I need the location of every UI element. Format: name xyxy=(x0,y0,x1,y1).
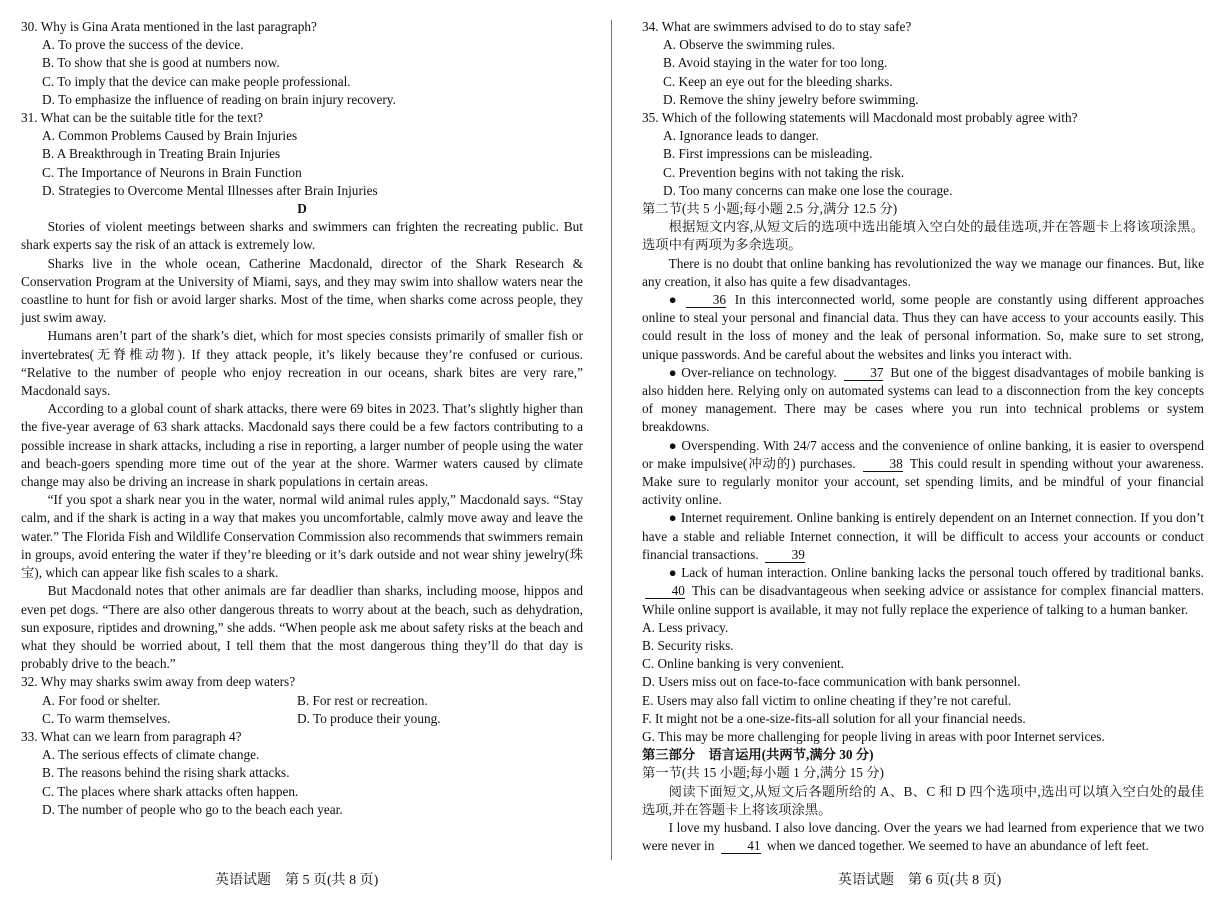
paragraph-37-text: But one of the biggest disadvantages of mobile banking is also hidden here. Relying only on automated systems can lead to a disconnection from the key concepts of money management. There may be cases where you run into technical problems or system breakdowns. xyxy=(642,364,1204,435)
q32-options-row-1 xyxy=(42,692,583,710)
q32-option-d: D. To produce their young. xyxy=(297,710,441,726)
paragraph-38 xyxy=(642,437,1204,510)
section-2-instruction: 根据短文内容,从短文后的选项中选出能填入空白处的最佳选项,并在答题卡上将该项涂黑。选项中有两项为多余选项。 xyxy=(642,219,1204,253)
q31-option-b: B. A Breakthrough in Treating Brain Injuries xyxy=(42,146,281,162)
choice-c: C. Online banking is very convenient. xyxy=(642,656,844,672)
bullet-icon: ● xyxy=(668,437,678,453)
section-1-heading: 第一节(共 15 小题;每小题 1 分,满分 15 分) xyxy=(642,765,884,781)
bullet-icon: ● xyxy=(668,565,678,581)
cloze-text-before: I love my husband. I also love dancing. Over the years we had learned from experience that we two were never in xyxy=(642,819,1204,854)
section-2-heading: 第二节(共 5 小题;每小题 2.5 分,满分 12.5 分) xyxy=(642,201,898,217)
section-1-instruction: 阅读下面短文,从短文后各题所给的 A、B、C 和 D 四个选项中,选出可以填入空白处的最佳选项,并在答题卡上将该项涂黑。 xyxy=(642,783,1204,817)
paragraph-39 xyxy=(642,509,1204,564)
blank-39: 39 xyxy=(765,547,805,563)
passage-paragraph-3: Humans aren’t part of the shark’s diet, which for most species consists primarily of smaller fish or invertebrates(无脊椎动物). If they attack people, it’s likely because they’re confused or curious. “Relative to the number of people who enjoy recreation in our oceans, shark bites are very rare,” Macdonald says. xyxy=(21,328,583,399)
paragraph-36-text: In this interconnected world, some people are constantly using different approaches online to steal your personal and financial data. Thus they can have access to your accounts easily. This could result in the loss of money and the leak of personal information. So, make sure to set strong, unique passwords. And be careful about the websites and links you interact with. xyxy=(642,292,1204,362)
choice-g: G. This may be more challenging for people living in areas with poor Internet services. xyxy=(642,728,1105,744)
left-column xyxy=(21,18,583,819)
column-divider xyxy=(611,20,612,860)
question-34-stem: 34. What are swimmers advised to do to stay safe? xyxy=(642,19,912,34)
bullet-icon: ● xyxy=(668,364,678,380)
passage-paragraph-6: But Macdonald notes that other animals are far deadlier than sharks, including moose, hippos and even pet dogs. “There are also other dangerous threats to worry about at the beach, such as dehydration, sun exposure, riptides and drowning,” she adds. “When people ask me about safety risks at the beach and what they should be worried about, I tell them that the most dangerous thing they’ll do that day is probably drive to the beach.” xyxy=(21,583,583,672)
q30-option-d: D. To emphasize the influence of reading on brain injury recovery. xyxy=(42,91,396,107)
q34-option-d: D. Remove the shiny jewelry before swimming. xyxy=(663,91,919,107)
q34-option-b: B. Avoid staying in the water for too long. xyxy=(663,55,888,71)
q30-option-c: C. To imply that the device can make people professional. xyxy=(42,73,351,89)
paragraph-38-text: This could result in spending without your awareness. Make sure to regularly monitor your account, set spending limits, and be mindful of your financial activity online. xyxy=(642,455,1205,508)
bullet-icon: ● xyxy=(668,510,677,526)
choice-a: A. Less privacy. xyxy=(642,619,729,635)
q31-option-c: C. The Importance of Neurons in Brain Function xyxy=(42,164,302,180)
right-column xyxy=(642,18,1204,855)
question-32-stem: 32. Why may sharks swim away from deep waters? xyxy=(21,674,296,690)
blank-38: 38 xyxy=(863,456,903,472)
part-3-heading: 第三部分 语言运用(共两节,满分 30 分) xyxy=(642,747,874,763)
q34-option-a: A. Observe the swimming rules. xyxy=(663,37,836,53)
q33-option-a: A. The serious effects of climate change. xyxy=(42,747,260,763)
passage-intro: There is no doubt that online banking has revolutionized the way we manage our finances. But, like any creation, it also has quite a few disadvantages. xyxy=(642,255,1204,289)
paragraph-37 xyxy=(642,364,1204,437)
q35-option-b: B. First impressions can be misleading. xyxy=(663,146,873,162)
q33-option-c: C. The places where shark attacks often happen. xyxy=(42,783,299,799)
q35-option-c: C. Prevention begins with not taking the risk. xyxy=(663,164,905,180)
paragraph-40 xyxy=(642,564,1204,619)
paragraph-36 xyxy=(642,291,1204,364)
choice-e: E. Users may also fall victim to online cheating if they’re not careful. xyxy=(642,692,1012,708)
q30-option-b: B. To show that she is good at numbers now. xyxy=(42,55,280,71)
paragraph-37-lead: Over-reliance on technology. xyxy=(681,364,837,380)
q33-option-d: D. The number of people who go to the beach each year. xyxy=(42,801,343,817)
choice-d: D. Users miss out on face-to-face communication with bank personnel. xyxy=(642,674,1021,690)
page-footer-left: 英语试题 第 5 页(共 8 页) xyxy=(215,873,379,888)
passage-d-heading: D xyxy=(297,201,307,217)
bullet-icon: ● xyxy=(668,292,680,308)
q31-option-d: D. Strategies to Overcome Mental Illnesses after Brain Injuries xyxy=(42,182,378,198)
blank-40: 40 xyxy=(645,583,685,599)
q30-option-a: A. To prove the success of the device. xyxy=(42,37,244,53)
q34-option-c: C. Keep an eye out for the bleeding sharks. xyxy=(663,73,893,89)
q32-option-b: B. For rest or recreation. xyxy=(297,692,428,708)
q32-options-row-2 xyxy=(42,710,583,728)
passage-paragraph-2: Sharks live in the whole ocean, Catherine Macdonald, director of the Shark Research & Conservation Program at the University of Miami, says, and they may swim into shallow waters near the coastline to hunt for fish or avoid larger sharks. Most of the time, when sharks come across people, they just swim away. xyxy=(21,255,583,326)
cloze-paragraph xyxy=(642,819,1204,855)
q32-option-c: C. To warm themselves. xyxy=(42,710,171,726)
paragraph-38-lead: Overspending. With 24/7 access and the convenience of online banking, it is easier to overspend or make impulsive(冲动的) purchases. xyxy=(642,437,1204,471)
q35-option-a: A. Ignorance leads to danger. xyxy=(663,128,819,144)
q33-option-b: B. The reasons behind the rising shark attacks. xyxy=(42,765,290,781)
q31-option-a: A. Common Problems Caused by Brain Injuries xyxy=(42,128,298,144)
q35-option-d: D. Too many concerns can make one lose the courage. xyxy=(663,182,953,198)
question-33-stem: 33. What can we learn from paragraph 4? xyxy=(21,728,242,744)
question-30-stem: 30. Why is Gina Arata mentioned in the last paragraph? xyxy=(21,19,317,34)
paragraph-40-text: This can be disadvantageous when seeking advice or assistance for complex financial matters. While online support is available, it may not fully replace the experience of talking to a human banker. xyxy=(642,583,1204,617)
passage-paragraph-5: “If you spot a shark near you in the water, normal wild animal rules apply,” Macdonald says. “Stay calm, and if the shark is acting in a way that makes you uncomfortable, calmly move away and leave the water.” The Florida Fish and Wildlife Conservation Commission also recommends that swimmers remain in groups, avoid entering the water if they’re bleeding or it’s dark outside and not wear shiny jewelry(珠宝), which can appear like fish scales to a shark. xyxy=(21,492,583,581)
choice-b: B. Security risks. xyxy=(642,637,734,653)
q32-option-a: A. For food or shelter. xyxy=(42,692,161,708)
passage-paragraph-1: Stories of violent meetings between sharks and swimmers can frighten the recreating public. But shark experts say the risk of an attack is extremely low. xyxy=(21,219,583,253)
page-footer-right: 英语试题 第 6 页(共 8 页) xyxy=(838,873,1002,888)
blank-36: 36 xyxy=(686,292,726,308)
cloze-text-after: when we danced together. We seemed to have an abundance of left feet. xyxy=(766,838,1149,854)
choice-f: F. It might not be a one-size-fits-all solution for all your financial needs. xyxy=(642,710,1026,726)
passage-paragraph-4: According to a global count of shark attacks, there were 69 bites in 2023. That’s slightly higher than the five-year average of 63 shark attacks. Macdonald says there could be a few factors contributing to a possible increase in shark attacks, including a rise in reporting, a larger number of people using the water and beach-goers spending more time out of the year at the shore. Warmer waters caused by climate change may also be driving an increase in shark populations in certain areas. xyxy=(21,401,583,490)
blank-37: 37 xyxy=(844,365,884,381)
question-35-stem: 35. Which of the following statements will Macdonald most probably agree with? xyxy=(642,110,1078,126)
paragraph-40-lead: Lack of human interaction. Online banking lacks the personal touch offered by traditional banks. xyxy=(681,565,1204,581)
blank-41: 41 xyxy=(721,838,761,854)
paragraph-39-text: Internet requirement. Online banking is entirely dependent on an Internet connection. If you don’t have a stable and reliable Internet connection, it will be difficult to access your accounts or conduct financial transactions. xyxy=(642,510,1204,562)
question-31-stem: 31. What can be the suitable title for the text? xyxy=(21,110,263,126)
